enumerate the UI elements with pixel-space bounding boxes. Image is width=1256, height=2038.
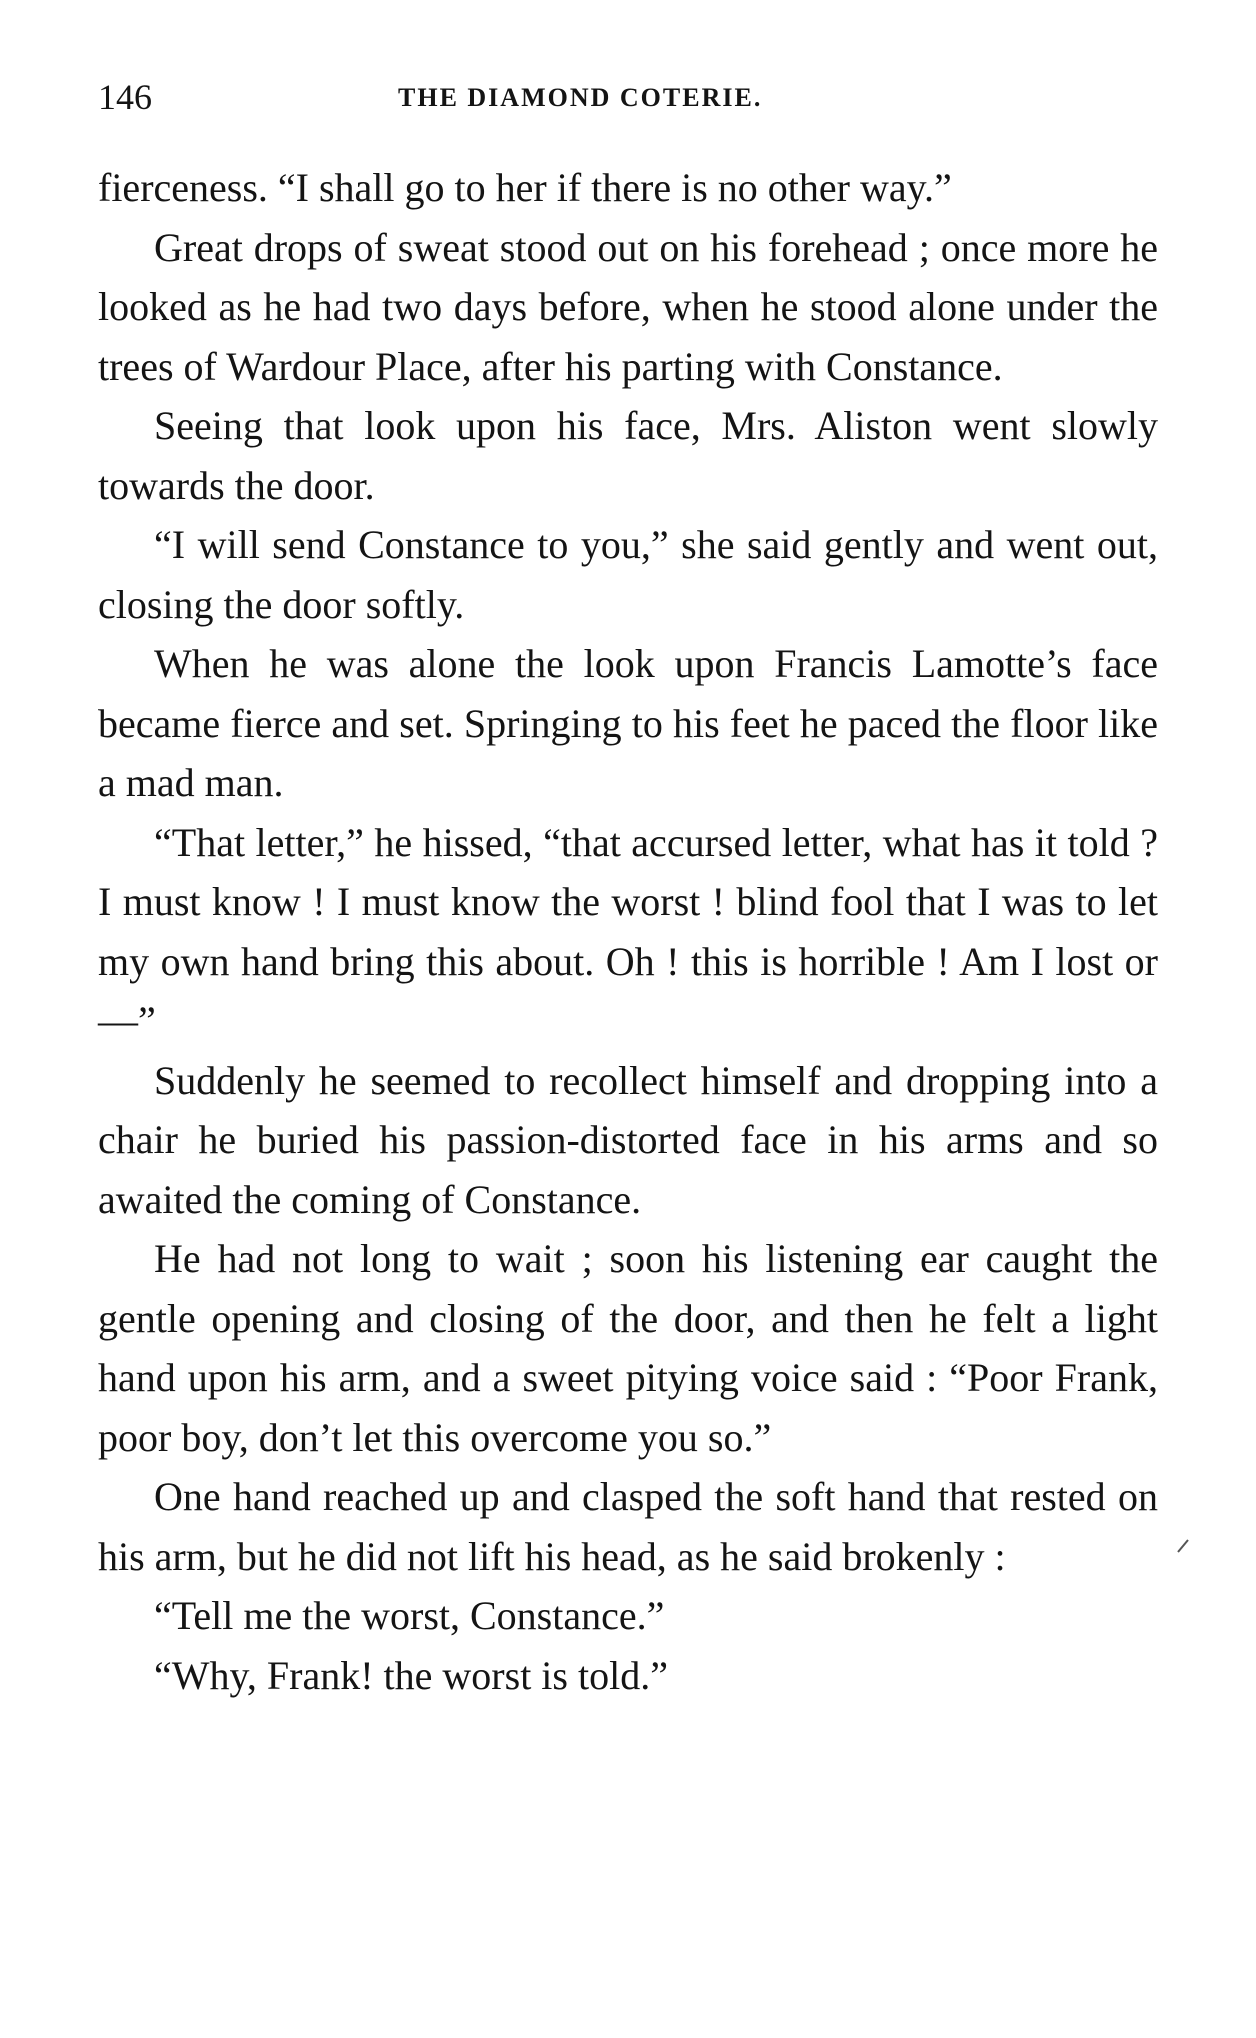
page-header	[98, 72, 1158, 122]
paragraph: One hand reached up and clasped the soft hand that rested on his arm, but he did not lift his head, as he said brokenly :	[98, 1474, 1158, 1579]
page-number: 146	[98, 77, 152, 117]
paragraph: “Tell me the worst, Constance.”	[154, 1593, 665, 1638]
paragraph: Suddenly he seemed to recollect himself and dropping into a chair he buried his passion-distorted face in his arms and so awaited the coming of Constance.	[98, 1057, 1158, 1222]
paragraph: fierceness. “I shall go to her if there is no other way.”	[98, 165, 952, 210]
paragraph: Seeing that look upon his face, Mrs. Aliston went slowly towards the door.	[98, 403, 1158, 508]
paragraph: He had not long to wait ; soon his listening ear caught the gentle opening and closing of the door, and then he felt a light hand upon his arm, and a sweet pitying voice said : “Poor Frank, poor boy, don’t let this overcome you so.”	[98, 1236, 1158, 1460]
margin-tick-mark	[1176, 1538, 1190, 1554]
paragraph: When he was alone the look upon Francis Lamotte’s face became fierce and set. Springing to his feet he paced the floor like a mad man.	[98, 641, 1158, 805]
body-text	[98, 158, 1158, 1705]
paragraph: Great drops of sweat stood out on his forehead ; once more he looked as he had two days before, when he stood alone under the trees of Wardour Place, after his parting with Constance.	[98, 224, 1158, 389]
paragraph: “That letter,” he hissed, “that accursed letter, what has it told ? I must know ! I must know the worst ! blind fool that I was to let my own hand bring this about. Oh ! this is horrible ! Am I lost or—”	[98, 819, 1158, 1043]
running-head: THE DIAMOND COTERIE.	[398, 83, 763, 112]
paragraph: “Why, Frank! the worst is told.”	[154, 1652, 668, 1698]
paragraph: “I will send Constance to you,” she said gently and went out, closing the door softly.	[98, 522, 1158, 627]
